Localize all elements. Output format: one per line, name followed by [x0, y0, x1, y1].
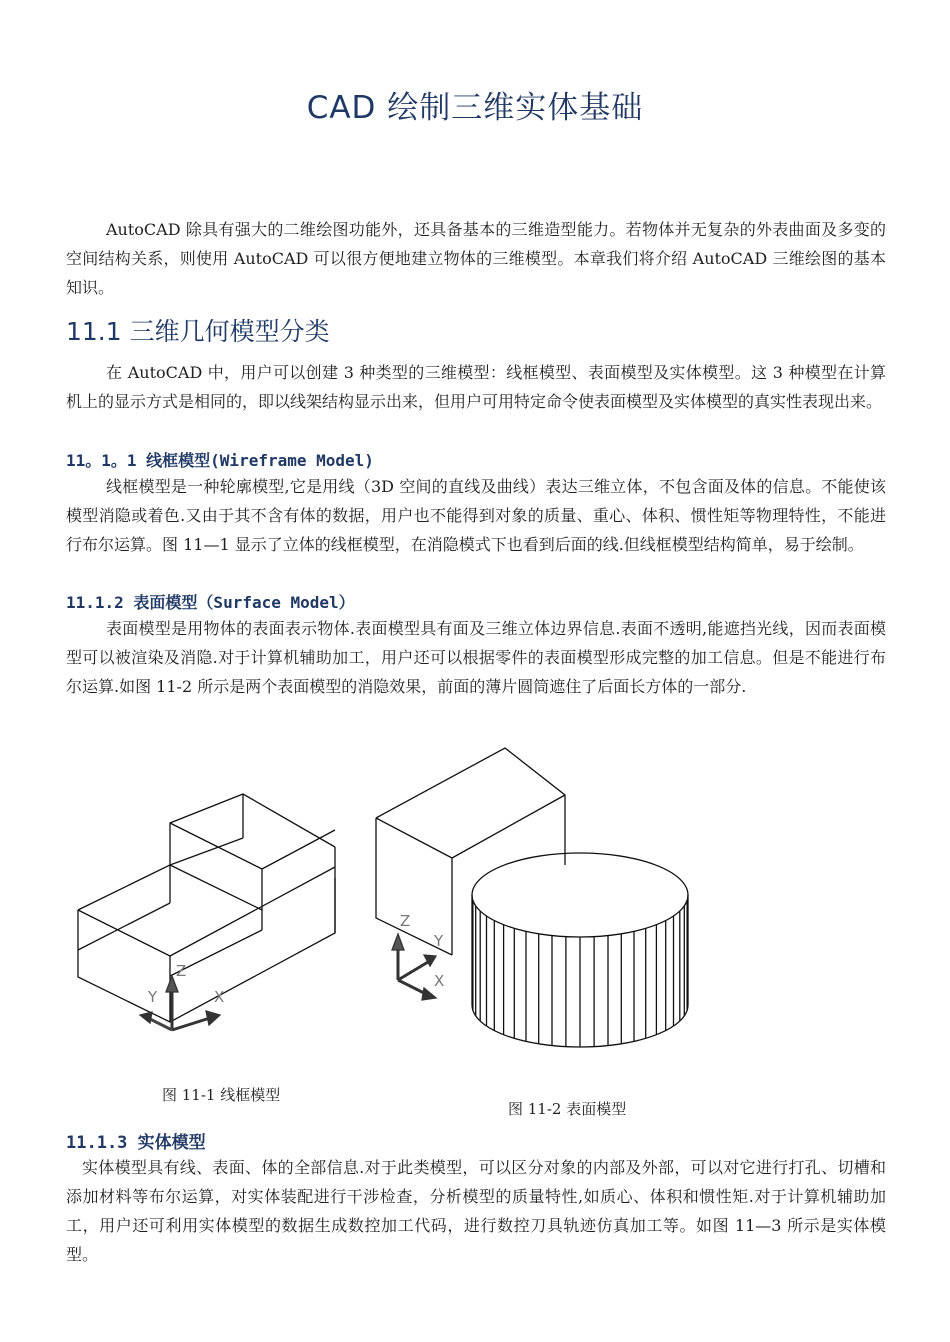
cylinder-facet-line: [472, 853, 688, 937]
section-11-1-3-paragraph: 实体模型具有线、表面、体的全部信息.对于此类模型，可以区分对象的内部及外部，可以对它进行打孔、切槽和添加材料等布尔运算，对实体装配进行干涉检查，分析模型的质量特性,如质心、体积和惯性矩.对于计算机辅助加工，用户还可利用实体模型的数据生成数控加工代码，进行数控刀具轨迹仿真加工等。如图 11—3 所示是实体模型。: [66, 1158, 886, 1264]
axis-label-y-2: Y: [434, 932, 444, 950]
axis-label-x: X: [214, 988, 225, 1006]
ucs-axis-icon-2: [392, 912, 444, 1000]
axis-label-x-2: X: [434, 972, 445, 990]
section-11-1-paragraph: 在 AutoCAD 中，用户可以创建 3 种类型的三维模型：线框模型、表面模型及实体模型。这 3 种模型在计算机上的显示方式是相同的，即以线架结构显示出来，但用户可用特定命令使表面模型及实体模型的真实性表现出来。: [66, 363, 886, 411]
section-heading-11-1-2: 11.1.2 表面模型（Surface Model）: [66, 593, 355, 612]
section-heading-11-1-3: 11.1.3 实体模型: [66, 1133, 206, 1153]
section-11-1-1-paragraph: 线框模型是一种轮廓模型,它是用线（3D 空间的直线及曲线）表达三维立体，不包含面及体的信息。不能使该模型消隐或着色.又由于其不含有体的数据，用户也不能得到对象的质量、重心、体积、惯性矩等物理特性，不能进行布尔运算。图 11—1 显示了立体的线框模型，在消隐模式下也看到后面的线.但线框模型结构简单，易于绘制。: [66, 477, 886, 554]
thin-cylinder-shape: [472, 853, 688, 1047]
figure-11-2-caption: 图 11-2 表面模型: [508, 1100, 627, 1118]
intro-paragraph: AutoCAD 除具有强大的二维绘图功能外，还具备基本的三维造型能力。若物体并无复杂的外表曲面及多变的空间结构关系，则使用 AutoCAD 可以很方便地建立物体的三维模型。本章我们将介绍 AutoCAD 三维绘图的基本知识。: [66, 220, 886, 297]
page-title: CAD 绘制三维实体基础: [306, 90, 644, 126]
figure-wireframe-model: [60, 780, 350, 1040]
axis-label-z: Z: [176, 962, 187, 980]
figure-surface-model: [370, 740, 700, 1050]
ucs-axis-icon: [140, 962, 224, 1030]
section-heading-11-1-1: 11。1。1 线框模型(Wireframe Model): [66, 451, 374, 470]
figure-11-1-caption: 图 11-1 线框模型: [162, 1086, 281, 1104]
axis-label-z-2: Z: [400, 912, 411, 930]
section-11-1-2-paragraph: 表面模型是用物体的表面表示物体.表面模型具有面及三维立体边界信息.表面不透明,能遮挡光线，因而表面模型可以被渲染及消隐.对于计算机辅助加工，用户还可以根据零件的表面模型形成完整的加工信息。但是不能进行布尔运算.如图 11-2 所示是两个表面模型的消隐效果，前面的薄片圆筒遮住了后面长方体的一部分.: [66, 619, 886, 696]
axis-label-y: Y: [148, 988, 158, 1006]
section-heading-11-1: 11.1 三维几何模型分类: [66, 317, 330, 346]
